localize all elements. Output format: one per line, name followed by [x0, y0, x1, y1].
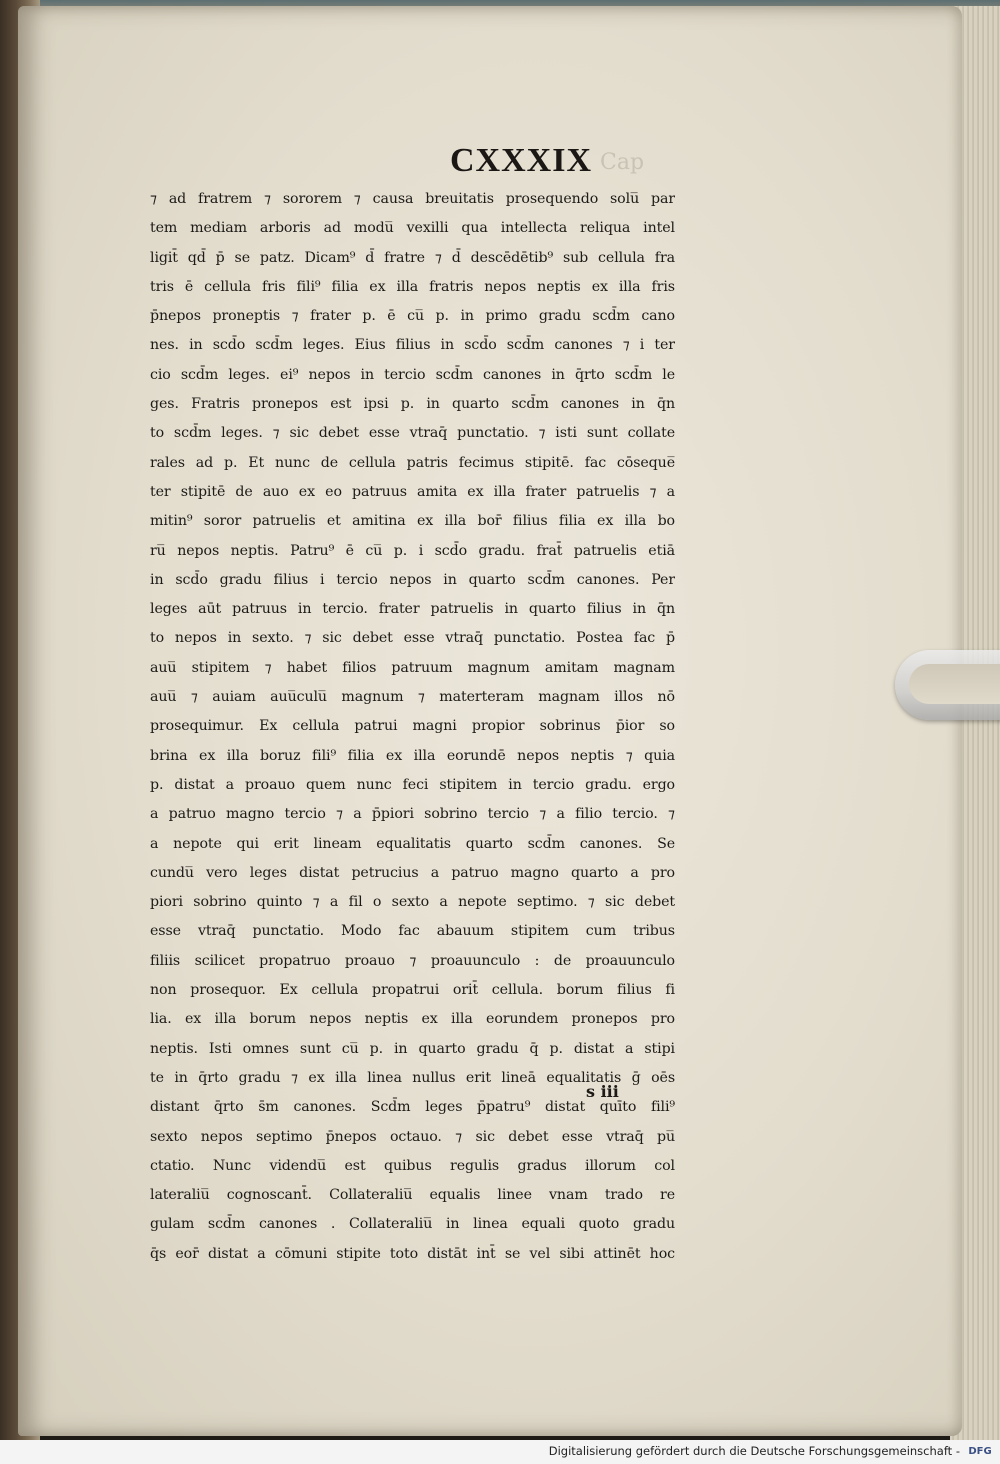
text-line: tem mediam arboris ad modu̅ vexilli qua intellecta reliqua intel [150, 220, 675, 237]
footer-credit[interactable]: Digitalisierung gefördert durch die Deutsche Forschungsgemeinschaft - [548, 1444, 960, 1458]
text-line: neptis. Isti omnes sunt cu̅ p. in quarto gradu q̄ p. distat a stipi [150, 1040, 675, 1057]
text-line: to scd̄m leges. ⁊ sic debet esse vtraq̄ punctatio. ⁊ isti sunt collate [150, 425, 675, 442]
text-line: auu̅ ⁊ auiam auu̅culu̅ magnum ⁊ materteram magnam illos nō [150, 689, 675, 706]
text-line: in scd̄o gradu filius i tercio nepos in quarto scd̄m canones. Per [150, 571, 675, 588]
text-line: q̄s eor̄ distat a cōmuni stipite toto distāt int̄ se vel sibi attinēt hoc [150, 1245, 675, 1262]
text-line: gulam scd̄m canones . Collateraliu̅ in linea equali quoto gradu [150, 1216, 675, 1233]
text-line: non prosequor. Ex cellula propatrui orit̄ cellula. borum filius fi [150, 982, 675, 999]
text-line: ges. Fratris pronepos est ipsi p. in quarto scd̄m canones in q̄n [150, 396, 675, 413]
text-line: piori sobrino quinto ⁊ a fil o sexto a nepote septimo. ⁊ sic debet [150, 894, 675, 911]
text-line: distant q̄rto s̄m canones. Scd̄m leges p̄patru⁹ distat quīto fili⁹ [150, 1099, 675, 1116]
bookmark-clip [895, 650, 1000, 720]
text-line: ⁊ ad fratrem ⁊ sororem ⁊ causa breuitatis prosequendo solu̅ par [150, 191, 675, 207]
text-line: p. distat a proauo quem nunc feci stipitem in tercio gradu. ergo [150, 776, 675, 793]
text-line: lateraliu̅ cognoscant̄. Collateraliu̅ equalis linee vnam trado re [150, 1187, 675, 1204]
text-line: p̄nepos proneptis ⁊ frater p. ē cu̅ p. in primo gradu scd̄m cano [150, 308, 675, 325]
signature-mark: s iii [586, 1082, 619, 1101]
text-line: esse vtraq̄ punctatio. Modo fac abauum stipitem cum tribus [150, 923, 675, 940]
main-text-block [150, 185, 675, 1269]
text-line: ligit̄ qd̄ p̄ se patz. Dicam⁹ d̄ fratre ⁊ d̄ descēdētib⁹ sub cellula fra [150, 249, 675, 266]
text-line: cio scd̄m leges. ei⁹ nepos in tercio scd̄m canones in q̄rto scd̄m le [150, 366, 675, 383]
text-line: nes. in scd̄o scd̄m leges. Eius filius in scd̄o scd̄m canones ⁊ i ter [150, 337, 675, 354]
footer-bar [0, 1440, 1000, 1464]
show-through-text: Cap [600, 150, 645, 175]
text-line: leges aūt patruus in tercio. frater patruelis in quarto filius in q̄n [150, 601, 675, 618]
text-line: filiis scilicet propatruo proauo ⁊ proauunculo : de proauunculo [150, 952, 675, 969]
text-line: rales ad p. Et nunc de cellula patris fecimus stipitē. fac cōseque̅ [150, 454, 675, 471]
text-line: a nepote qui erit lineam equalitatis quarto scd̄m canones. Se [150, 835, 675, 852]
folio-number: CXXXIX [450, 142, 592, 179]
text-line: brina ex illa boruz fili⁹ filia ex illa eorundē nepos neptis ⁊ quia [150, 747, 675, 764]
text-line: ctatio. Nunc videndu̅ est quibus regulis gradus illorum col [150, 1157, 675, 1174]
dfg-logo-icon[interactable]: DFG [968, 1446, 992, 1457]
text-line: te in q̄rto gradu ⁊ ex illa linea nullus erit lineā equalitatis ḡ oēs [150, 1069, 675, 1086]
text-line: to nepos in sexto. ⁊ sic debet esse vtraq̄ punctatio. Postea fac p̄ [150, 630, 675, 647]
text-line: cundu̅ vero leges distat petrucius a patruo magno quarto a pro [150, 864, 675, 881]
text-line: mitin⁹ soror patruelis et amitina ex illa bor̄ filius filia ex illa bo [150, 513, 675, 530]
text-line: ter stipitē de auo ex eo patruus amita ex illa frater patruelis ⁊ a [150, 483, 675, 500]
text-line: auu̅ stipitem ⁊ habet filios patruum magnum amitam magnam [150, 659, 675, 676]
text-line: sexto nepos septimo p̄nepos octauo. ⁊ sic debet esse vtraq̄ pu̅ [150, 1128, 675, 1145]
text-line: ru̅ nepos neptis. Patru⁹ ē cu̅ p. i scd̄o gradu. frat̄ patruelis etiā [150, 542, 675, 559]
text-line: tris ē cellula fris fili⁹ filia ex illa fratris nepos neptis ex illa fris [150, 278, 675, 295]
text-line: lia. ex illa borum nepos neptis ex illa eorundem pronepos pro [150, 1011, 675, 1028]
text-line: a patruo magno tercio ⁊ a p̄piori sobrino tercio ⁊ a filio tercio. ⁊ [150, 806, 675, 823]
text-line: prosequimur. Ex cellula patrui magni propior sobrinus p̄ior so [150, 718, 675, 735]
